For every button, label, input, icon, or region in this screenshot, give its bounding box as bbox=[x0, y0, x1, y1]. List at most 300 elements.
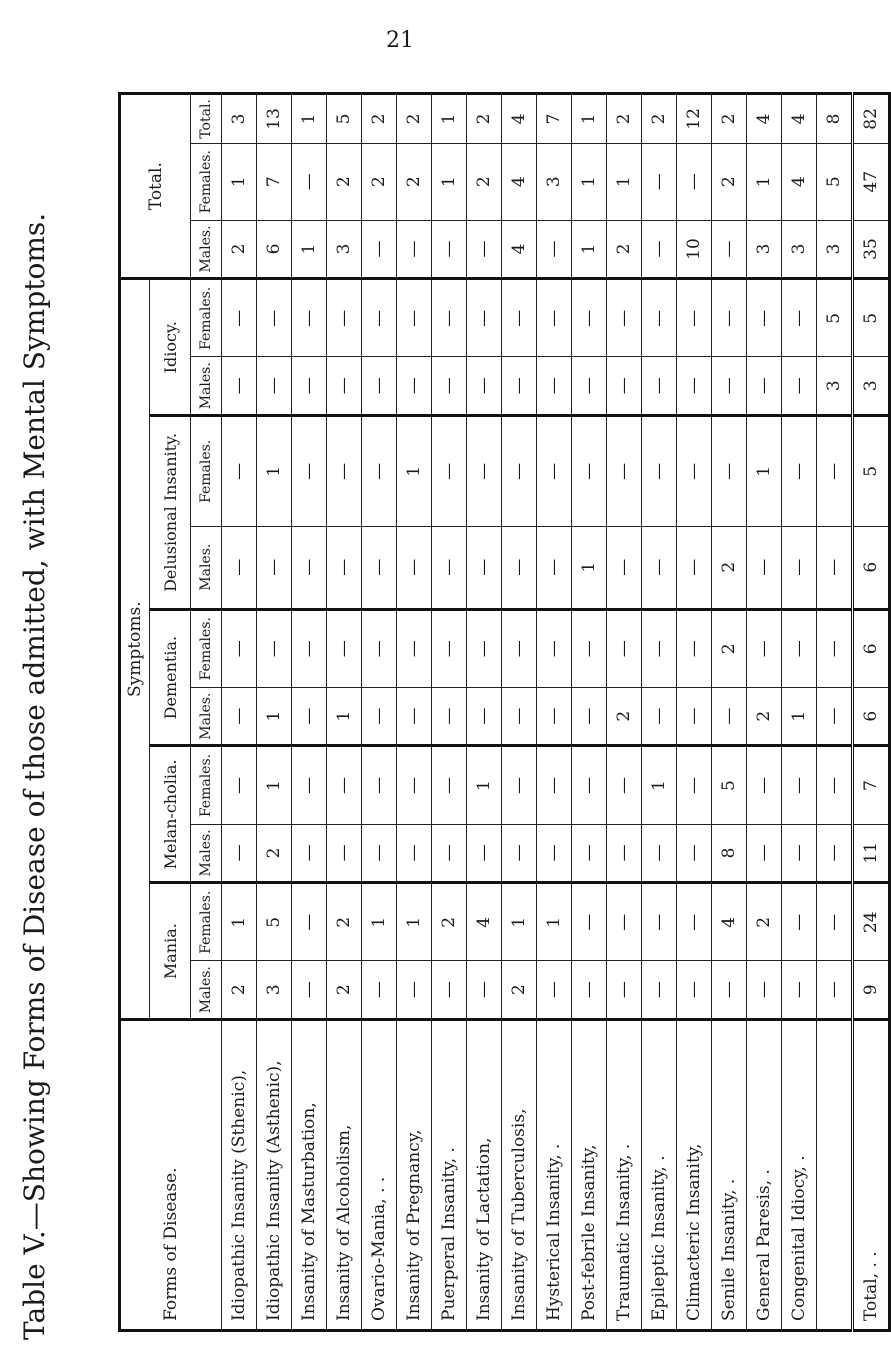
count-cell: — bbox=[607, 416, 642, 527]
count-cell: — bbox=[467, 609, 502, 687]
count-cell: — bbox=[677, 279, 712, 357]
count-cell: — bbox=[257, 609, 292, 687]
count-cell: 6 bbox=[853, 609, 890, 687]
count-cell: — bbox=[817, 687, 853, 746]
count-cell: — bbox=[607, 526, 642, 609]
disease-name-cell: Climacteric Insanity, bbox=[677, 1020, 712, 1331]
count-cell: — bbox=[467, 824, 502, 883]
count-cell: — bbox=[782, 357, 817, 416]
count-cell: — bbox=[362, 609, 397, 687]
count-cell: — bbox=[537, 746, 572, 824]
count-cell: — bbox=[362, 526, 397, 609]
count-cell: 2 bbox=[607, 687, 642, 746]
count-cell: 1 bbox=[572, 143, 607, 220]
count-cell: 2 bbox=[397, 143, 432, 220]
females-column-header: Females. bbox=[191, 609, 222, 687]
count-cell: — bbox=[677, 143, 712, 220]
disease-name-cell: Insanity of Tuberculosis, bbox=[502, 1020, 537, 1331]
count-cell: — bbox=[327, 824, 362, 883]
count-cell: — bbox=[397, 279, 432, 357]
count-cell: — bbox=[502, 687, 537, 746]
count-cell: — bbox=[642, 883, 677, 961]
count-cell: 5 bbox=[257, 883, 292, 961]
count-cell: 4 bbox=[502, 143, 537, 220]
count-cell: — bbox=[537, 416, 572, 527]
count-cell: — bbox=[292, 143, 327, 220]
count-cell: 4 bbox=[782, 94, 817, 144]
count-cell: — bbox=[222, 746, 257, 824]
count-cell: — bbox=[432, 746, 467, 824]
count-cell: 2 bbox=[432, 883, 467, 961]
table-row bbox=[782, 94, 817, 1331]
total-subcolumn-header: Males. bbox=[191, 220, 222, 279]
count-cell: — bbox=[537, 687, 572, 746]
count-cell: — bbox=[257, 526, 292, 609]
count-cell: 2 bbox=[607, 94, 642, 144]
count-cell: 1 bbox=[572, 94, 607, 144]
count-cell: 3 bbox=[853, 357, 890, 416]
count-cell: — bbox=[292, 416, 327, 527]
count-cell: — bbox=[537, 220, 572, 279]
count-cell: 1 bbox=[257, 687, 292, 746]
count-cell: 1 bbox=[467, 746, 502, 824]
count-cell: 4 bbox=[782, 143, 817, 220]
count-cell: — bbox=[292, 687, 327, 746]
count-cell: — bbox=[292, 883, 327, 961]
females-column-header: Females. bbox=[191, 746, 222, 824]
count-cell: — bbox=[362, 279, 397, 357]
count-cell: — bbox=[747, 526, 782, 609]
count-cell: — bbox=[467, 357, 502, 416]
count-cell: 1 bbox=[782, 687, 817, 746]
count-cell: — bbox=[642, 609, 677, 687]
count-cell: 1 bbox=[432, 143, 467, 220]
count-cell: — bbox=[817, 824, 853, 883]
count-cell: — bbox=[677, 883, 712, 961]
count-cell: — bbox=[397, 824, 432, 883]
males-column-header: Males. bbox=[191, 824, 222, 883]
count-cell: — bbox=[292, 746, 327, 824]
count-cell: — bbox=[292, 961, 327, 1020]
count-cell: 3 bbox=[747, 220, 782, 279]
table-row bbox=[327, 94, 362, 1331]
table-row bbox=[222, 94, 257, 1331]
count-cell: 5 bbox=[817, 143, 853, 220]
count-cell: 6 bbox=[257, 220, 292, 279]
count-cell: — bbox=[607, 279, 642, 357]
count-cell: — bbox=[397, 687, 432, 746]
count-cell: — bbox=[397, 526, 432, 609]
count-cell: — bbox=[502, 416, 537, 527]
total-row bbox=[853, 94, 890, 1331]
count-cell: 2 bbox=[467, 143, 502, 220]
count-cell: — bbox=[292, 526, 327, 609]
count-cell: — bbox=[642, 526, 677, 609]
count-cell: 1 bbox=[747, 143, 782, 220]
count-cell: 2 bbox=[362, 143, 397, 220]
disease-name-cell: Idiopathic Insanity (Sthenic), bbox=[222, 1020, 257, 1331]
count-cell: — bbox=[747, 961, 782, 1020]
symptom-group-header: Mania. bbox=[150, 883, 191, 1020]
count-cell: 5 bbox=[817, 279, 853, 357]
count-cell: — bbox=[677, 357, 712, 416]
count-cell: 2 bbox=[747, 687, 782, 746]
count-cell: — bbox=[572, 609, 607, 687]
page-number: 21 bbox=[386, 28, 414, 53]
count-cell: — bbox=[747, 357, 782, 416]
count-cell: — bbox=[817, 961, 853, 1020]
count-cell: — bbox=[817, 609, 853, 687]
count-cell: — bbox=[642, 824, 677, 883]
count-cell: 2 bbox=[712, 143, 747, 220]
count-cell: — bbox=[397, 609, 432, 687]
count-cell: 1 bbox=[397, 883, 432, 961]
count-cell: 13 bbox=[257, 94, 292, 144]
forms-of-disease-header: Forms of Disease. bbox=[120, 1020, 222, 1331]
count-cell: 1 bbox=[607, 143, 642, 220]
count-cell: — bbox=[222, 357, 257, 416]
count-cell: 10 bbox=[677, 220, 712, 279]
count-cell: — bbox=[817, 416, 853, 527]
count-cell: 6 bbox=[853, 526, 890, 609]
table-row bbox=[607, 94, 642, 1331]
count-cell: 2 bbox=[712, 609, 747, 687]
count-cell: — bbox=[362, 824, 397, 883]
count-cell: 1 bbox=[292, 94, 327, 144]
count-cell: 4 bbox=[747, 94, 782, 144]
table-row bbox=[432, 94, 467, 1331]
count-cell: 2 bbox=[222, 220, 257, 279]
table-row bbox=[362, 94, 397, 1331]
count-cell: — bbox=[572, 687, 607, 746]
count-cell: — bbox=[537, 824, 572, 883]
count-cell: 2 bbox=[397, 94, 432, 144]
count-cell: — bbox=[432, 609, 467, 687]
rotated-table-container bbox=[118, 92, 881, 1332]
count-cell: 2 bbox=[222, 961, 257, 1020]
count-cell: — bbox=[467, 416, 502, 527]
disease-name-cell: Puerperal Insanity, . bbox=[432, 1020, 467, 1331]
count-cell: — bbox=[327, 357, 362, 416]
count-cell: — bbox=[642, 687, 677, 746]
count-cell: — bbox=[747, 824, 782, 883]
disease-name-cell: Ovario-Mania, . . bbox=[362, 1020, 397, 1331]
count-cell: — bbox=[712, 687, 747, 746]
count-cell: 1 bbox=[537, 883, 572, 961]
count-cell: 2 bbox=[362, 94, 397, 144]
count-cell: — bbox=[747, 279, 782, 357]
disease-name-cell: General Paresis, . bbox=[747, 1020, 782, 1331]
count-cell: 1 bbox=[327, 687, 362, 746]
count-cell: — bbox=[572, 357, 607, 416]
count-cell: — bbox=[677, 687, 712, 746]
count-cell: 1 bbox=[257, 416, 292, 527]
symptom-group-header: Melan-cholia. bbox=[150, 746, 191, 883]
count-cell: — bbox=[537, 961, 572, 1020]
table-row bbox=[257, 94, 292, 1331]
count-cell: 5 bbox=[853, 416, 890, 527]
males-column-header: Males. bbox=[191, 961, 222, 1020]
count-cell: 1 bbox=[502, 883, 537, 961]
count-cell: 47 bbox=[853, 143, 890, 220]
count-cell: 4 bbox=[467, 883, 502, 961]
count-cell: 7 bbox=[853, 746, 890, 824]
count-cell: — bbox=[537, 279, 572, 357]
count-cell: — bbox=[677, 526, 712, 609]
count-cell: — bbox=[782, 883, 817, 961]
table-row bbox=[677, 94, 712, 1331]
count-cell: — bbox=[642, 220, 677, 279]
count-cell: — bbox=[222, 609, 257, 687]
count-cell: — bbox=[782, 824, 817, 883]
count-cell: 9 bbox=[853, 961, 890, 1020]
count-cell: — bbox=[782, 526, 817, 609]
count-cell: — bbox=[362, 746, 397, 824]
disease-name-cell: Epileptic Insanity, . bbox=[642, 1020, 677, 1331]
count-cell: 5 bbox=[712, 746, 747, 824]
count-cell: 8 bbox=[712, 824, 747, 883]
count-cell: — bbox=[572, 824, 607, 883]
total-subcolumn-header: Total. bbox=[191, 94, 222, 144]
count-cell: — bbox=[817, 746, 853, 824]
count-cell: — bbox=[747, 609, 782, 687]
disease-name-cell: Traumatic Insanity, . bbox=[607, 1020, 642, 1331]
count-cell: — bbox=[292, 279, 327, 357]
males-column-header: Males. bbox=[191, 357, 222, 416]
disease-name-cell: Post-febrile Insanity, bbox=[572, 1020, 607, 1331]
count-cell: 4 bbox=[502, 94, 537, 144]
count-cell: — bbox=[712, 357, 747, 416]
count-cell: 8 bbox=[817, 94, 853, 144]
count-cell: — bbox=[222, 824, 257, 883]
count-cell: — bbox=[642, 279, 677, 357]
count-cell: — bbox=[537, 357, 572, 416]
count-cell: 24 bbox=[853, 883, 890, 961]
count-cell: 1 bbox=[432, 94, 467, 144]
count-cell: — bbox=[642, 357, 677, 416]
count-cell: — bbox=[467, 220, 502, 279]
count-cell: 2 bbox=[712, 94, 747, 144]
count-cell: 1 bbox=[572, 526, 607, 609]
count-cell: — bbox=[292, 357, 327, 416]
count-cell: — bbox=[502, 824, 537, 883]
count-cell: 3 bbox=[222, 94, 257, 144]
count-cell: 1 bbox=[572, 220, 607, 279]
table-row bbox=[467, 94, 502, 1331]
count-cell: — bbox=[817, 883, 853, 961]
count-cell: 7 bbox=[257, 143, 292, 220]
count-cell: — bbox=[642, 961, 677, 1020]
count-cell: — bbox=[572, 746, 607, 824]
count-cell: 1 bbox=[362, 883, 397, 961]
count-cell: — bbox=[432, 220, 467, 279]
table-row bbox=[642, 94, 677, 1331]
count-cell: — bbox=[782, 609, 817, 687]
count-cell: 3 bbox=[817, 357, 853, 416]
count-cell: 3 bbox=[327, 220, 362, 279]
count-cell: — bbox=[397, 746, 432, 824]
count-cell: — bbox=[572, 961, 607, 1020]
disease-name-cell: Total, . . bbox=[853, 1020, 890, 1331]
total-group-header: Total. bbox=[120, 94, 191, 279]
count-cell: 1 bbox=[397, 416, 432, 527]
count-cell: 2 bbox=[642, 94, 677, 144]
count-cell: — bbox=[432, 824, 467, 883]
count-cell: 3 bbox=[537, 143, 572, 220]
table-row bbox=[817, 94, 853, 1331]
count-cell: — bbox=[432, 526, 467, 609]
count-cell: — bbox=[607, 609, 642, 687]
count-cell: — bbox=[467, 526, 502, 609]
count-cell: — bbox=[677, 416, 712, 527]
count-cell: — bbox=[257, 357, 292, 416]
count-cell: 2 bbox=[467, 94, 502, 144]
count-cell: 2 bbox=[327, 961, 362, 1020]
count-cell: — bbox=[572, 279, 607, 357]
disease-name-cell: Insanity of Alcoholism, bbox=[327, 1020, 362, 1331]
count-cell: — bbox=[432, 687, 467, 746]
count-cell: — bbox=[292, 609, 327, 687]
count-cell: — bbox=[362, 220, 397, 279]
disease-name-cell: Insanity of Lactation, bbox=[467, 1020, 502, 1331]
count-cell: 3 bbox=[817, 220, 853, 279]
count-cell: 4 bbox=[712, 883, 747, 961]
disease-name-cell: Senile Insanity, . bbox=[712, 1020, 747, 1331]
count-cell: — bbox=[502, 609, 537, 687]
disease-name-cell: Congenital Idiocy, . bbox=[782, 1020, 817, 1331]
count-cell: — bbox=[782, 279, 817, 357]
females-column-header: Females. bbox=[191, 883, 222, 961]
males-column-header: Males. bbox=[191, 687, 222, 746]
count-cell: 11 bbox=[853, 824, 890, 883]
count-cell: — bbox=[642, 416, 677, 527]
disease-name-cell: Insanity of Pregnancy, bbox=[397, 1020, 432, 1331]
disease-name-cell bbox=[817, 1020, 853, 1331]
disease-table bbox=[118, 92, 891, 1332]
females-column-header: Females. bbox=[191, 279, 222, 357]
count-cell: 35 bbox=[853, 220, 890, 279]
count-cell: — bbox=[327, 526, 362, 609]
count-cell: 2 bbox=[747, 883, 782, 961]
count-cell: 3 bbox=[257, 961, 292, 1020]
count-cell: — bbox=[607, 883, 642, 961]
count-cell: — bbox=[677, 824, 712, 883]
symptoms-header: Symptoms. bbox=[120, 279, 150, 1020]
count-cell: — bbox=[712, 961, 747, 1020]
count-cell: — bbox=[222, 416, 257, 527]
table-row bbox=[502, 94, 537, 1331]
count-cell: — bbox=[782, 961, 817, 1020]
table-row bbox=[397, 94, 432, 1331]
count-cell: — bbox=[362, 416, 397, 527]
table-row bbox=[747, 94, 782, 1331]
count-cell: — bbox=[362, 687, 397, 746]
count-cell: — bbox=[677, 609, 712, 687]
count-cell: — bbox=[257, 279, 292, 357]
count-cell: 2 bbox=[327, 143, 362, 220]
count-cell: — bbox=[502, 357, 537, 416]
count-cell: — bbox=[572, 883, 607, 961]
count-cell: 12 bbox=[677, 94, 712, 144]
count-cell: — bbox=[712, 279, 747, 357]
count-cell: — bbox=[712, 220, 747, 279]
count-cell: — bbox=[362, 357, 397, 416]
count-cell: 1 bbox=[642, 746, 677, 824]
count-cell: — bbox=[607, 824, 642, 883]
count-cell: 2 bbox=[257, 824, 292, 883]
count-cell: — bbox=[782, 416, 817, 527]
females-column-header: Females. bbox=[191, 416, 222, 527]
count-cell: — bbox=[467, 687, 502, 746]
count-cell: — bbox=[677, 961, 712, 1020]
count-cell: 5 bbox=[853, 279, 890, 357]
count-cell: 1 bbox=[222, 883, 257, 961]
count-cell: — bbox=[362, 961, 397, 1020]
count-cell: 2 bbox=[712, 526, 747, 609]
symptom-group-header: Dementia. bbox=[150, 609, 191, 746]
count-cell: 4 bbox=[502, 220, 537, 279]
count-cell: 1 bbox=[747, 416, 782, 527]
count-cell: — bbox=[432, 416, 467, 527]
count-cell: — bbox=[607, 357, 642, 416]
count-cell: — bbox=[432, 357, 467, 416]
count-cell: 2 bbox=[327, 883, 362, 961]
count-cell: — bbox=[467, 961, 502, 1020]
count-cell: 6 bbox=[853, 687, 890, 746]
count-cell: 1 bbox=[292, 220, 327, 279]
disease-name-cell: Hysterical Insanity, . bbox=[537, 1020, 572, 1331]
count-cell: — bbox=[712, 416, 747, 527]
count-cell: — bbox=[327, 746, 362, 824]
table-title: Table V.—Showing Forms of Disease of those admitted, with Mental Symptoms. bbox=[18, 212, 51, 1340]
count-cell: 1 bbox=[257, 746, 292, 824]
count-cell: 3 bbox=[782, 220, 817, 279]
total-subcolumn-header: Females. bbox=[191, 143, 222, 220]
count-cell: — bbox=[467, 279, 502, 357]
count-cell: — bbox=[817, 526, 853, 609]
table-row bbox=[572, 94, 607, 1331]
count-cell: — bbox=[607, 961, 642, 1020]
count-cell: — bbox=[537, 526, 572, 609]
table-row bbox=[712, 94, 747, 1331]
count-cell: 1 bbox=[222, 143, 257, 220]
count-cell: 82 bbox=[853, 94, 890, 144]
count-cell: — bbox=[642, 143, 677, 220]
count-cell: — bbox=[747, 746, 782, 824]
symptom-group-header: Delusional Insanity. bbox=[150, 416, 191, 610]
table-row bbox=[537, 94, 572, 1331]
count-cell: 7 bbox=[537, 94, 572, 144]
count-cell: — bbox=[502, 279, 537, 357]
disease-name-cell: Insanity of Masturbation, bbox=[292, 1020, 327, 1331]
count-cell: — bbox=[292, 824, 327, 883]
males-column-header: Males. bbox=[191, 526, 222, 609]
table-row bbox=[292, 94, 327, 1331]
count-cell: — bbox=[677, 746, 712, 824]
count-cell: — bbox=[432, 961, 467, 1020]
count-cell: 5 bbox=[327, 94, 362, 144]
count-cell: — bbox=[397, 961, 432, 1020]
count-cell: — bbox=[397, 220, 432, 279]
count-cell: — bbox=[327, 279, 362, 357]
disease-name-cell: Idiopathic Insanity (Asthenic), bbox=[257, 1020, 292, 1331]
count-cell: — bbox=[782, 746, 817, 824]
symptom-group-header: Idiocy. bbox=[150, 279, 191, 416]
count-cell: — bbox=[397, 357, 432, 416]
count-cell: — bbox=[537, 609, 572, 687]
count-cell: — bbox=[607, 746, 642, 824]
count-cell: — bbox=[222, 526, 257, 609]
